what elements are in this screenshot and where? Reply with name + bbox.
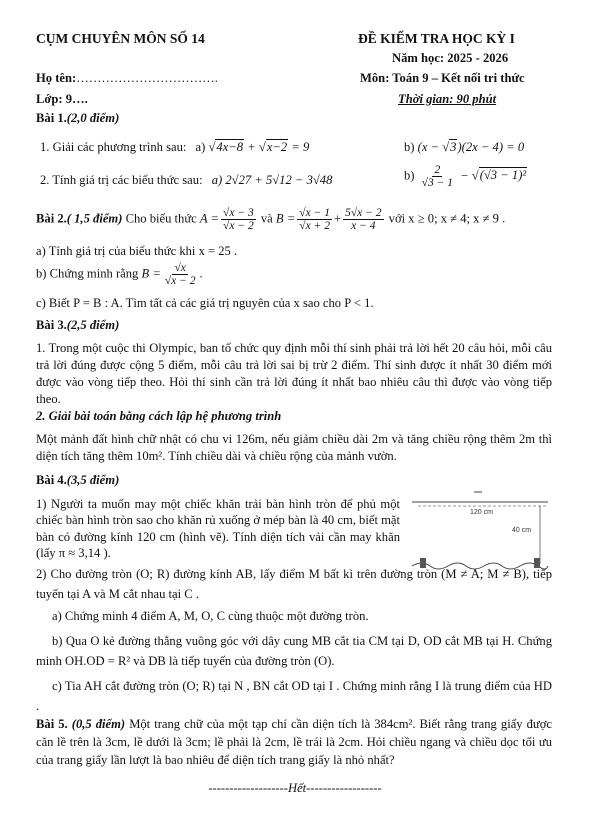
bai4-qa: a) Chứng minh 4 điểm A, M, O, C cùng thuộc một đường tròn.: [52, 609, 369, 623]
bai2-intro: Cho biểu thức: [125, 211, 197, 226]
cluster-label: CỤM CHUYÊN MÔN SỐ 14: [36, 31, 205, 46]
bai1-q2b: b) $\frac{2}{√3 - 1}$ − √(√3 − 1)²: [404, 164, 527, 190]
bai2-title: Bài 2.: [36, 211, 67, 226]
bai4-heading: [36, 472, 119, 489]
bai1-q2a-expr: a) 2√27 + 5√12 − 3√48: [211, 173, 333, 187]
exam-time: Thời gian: 90 phút: [398, 92, 497, 106]
bai5-title: Bài 5.: [36, 717, 68, 731]
bai4-qb: b) Qua O kẻ đường thẳng vuông góc với dây cung MB cắt tia CM tại D, OD cắt MB tại H. Chứng minh OH.OD = R² và DB là tiếp tuyến của đường tròn (O).: [36, 634, 552, 669]
bai4-title: Bài 4.: [36, 473, 67, 487]
bai3-part2: Một mảnh đất hình chữ nhật có chu vi 126m, nếu giảm chiều dài 2m và tăng chiều rộng thêm 2m thì diện tích tăng thêm 10m². Tính chiều dài và chiều rộng của mảnh vườn.: [36, 432, 552, 463]
bai4-qc: c) Tia AH cắt đường tròn (O; R) tại N , BN cắt OD tại I . Chứng minh rằng I là trung điểm của HD .: [36, 679, 552, 714]
expr-B: B =: [275, 211, 296, 226]
tablecloth-figure: [408, 474, 552, 578]
bai2-qb-text: b) Chứng minh rằng: [36, 266, 139, 281]
bai1-heading: [36, 110, 119, 127]
exam-title: ĐỀ KIỂM TRA HỌC KỲ I: [358, 31, 515, 46]
bai4-part2: 2) Cho đường tròn (O; R) đường kính AB, lấy điểm M bất kì trên đường tròn (M ≠ A; M ≠ B), tiếp tuyến tại A và M cắt nhau tại C .: [36, 567, 552, 602]
name-label: Họ tên:: [36, 71, 77, 85]
bai1-q1b: [404, 139, 524, 156]
bai1-q1b-expr: (x − √3)(2x − 4) = 0: [417, 140, 525, 154]
bai3-part2-title: 2. Giải bài toán bằng cách lập hệ phương trình: [36, 409, 282, 423]
expr-A: A =: [199, 211, 220, 226]
bai1-q1: [40, 139, 309, 156]
bai1-q1b-rest: (2x − 4) = 0: [461, 140, 525, 154]
bai1-title: Bài 1.: [36, 111, 67, 125]
bai2-heading: Bài 2.( 1,5 điểm) Cho biểu thức A = $\frac{√x - 3}{√x - 2}$ và B = $\frac{√x - 1}{√x + 2}$ + $\frac{5√x - 2}{x - 4}$ với x ≥ 0; x ≠ 4; x ≠ 9 .: [36, 207, 506, 233]
bai4-points: (3,5 điểm): [66, 473, 120, 487]
fig-height-label: 40 cm: [512, 527, 532, 534]
bai1-q1b-label: b): [404, 140, 415, 154]
subject: Môn: Toán 9 – Kết nối tri thức: [360, 71, 525, 85]
bai1-q2-text: 2. Tính giá trị các biểu thức sau:: [40, 173, 203, 187]
name-line: [36, 70, 218, 87]
school-year: Năm học: 2025 - 2026: [392, 51, 509, 65]
bai2-qc: c) Biết P = B : A. Tìm tất cả các giá trị nguyên của x sao cho P < 1.: [36, 296, 374, 310]
bai2-condition: với x ≥ 0; x ≠ 4; x ≠ 9 .: [388, 211, 506, 226]
bai3-points: (2,5 điểm): [66, 318, 120, 332]
bai3-heading: [36, 317, 119, 334]
bai5: [36, 716, 552, 770]
bai1-q1a-expr: √ 4x−8 + √ x−2 = 9: [209, 139, 310, 154]
bai1-q2: [40, 172, 332, 189]
bai1-q1-text: 1. Giải các phương trình sau:: [40, 140, 187, 154]
bai2-qb: b) Chứng minh rằng B = $\frac{√x}{√x - 2}$ .: [36, 262, 203, 288]
bai1-q1a-label: a): [195, 140, 206, 154]
bai2-qa: a) Tính giá trị của biểu thức khi x = 25 .: [36, 244, 238, 258]
bai3-title: Bài 3.: [36, 318, 67, 332]
bai5-points: (0,5 điểm): [71, 717, 126, 731]
bai5-text: Một trang chữ của một tạp chí cần diện tích là 384cm². Biết rằng trang giấy được căn lề trên là 3cm, lề dưới là 3cm; lề phải là 2cm, lề trái là 2cm. Hỏi chiều ngang và chiều dọc tối ưu của trang giấy lần lượt là bao nhiêu để diện tích trang giấy là nhỏ nhất?: [36, 717, 552, 767]
bai1-q2b-label: b): [404, 168, 415, 183]
bai2-and: và: [260, 211, 273, 226]
end-marker: -------------------Hết------------------: [208, 781, 382, 795]
bai2-points: ( 1,5 điểm): [66, 211, 123, 226]
bai3-part1: 1. Trong một cuộc thi Olympic, ban tổ chức quy định mỗi thí sinh phải trả lời hết 20 câu hỏi, mỗi câu trả lời đúng được cộng 5 điểm, mỗi câu trả lời sai bị trừ 2 điểm. Thí sinh được ít nhất 30 điểm mới được vào vòng tiếp theo. Hỏi thí sinh cần trả lời đúng ít nhất bao nhiêu câu thì được vào vòng tiếp theo.: [36, 341, 552, 407]
fig-width-label: 120 cm: [470, 509, 493, 516]
bai1-points: (2,0 điểm): [66, 111, 120, 125]
name-dots: …………………………….: [76, 71, 218, 85]
bai4-part1: 1) Người ta muốn may một chiếc khăn trải bàn hình tròn để phủ một chiếc bàn hình tròn sao cho khăn rủ xuống ở mép bàn là 40 cm, biết mặt bàn có đường kính 120 cm (hình vẽ). Tính diện tích vải cần may khăn (lấy π ≈ 3,14 ).: [36, 497, 400, 561]
class-label: Lớp: 9….: [36, 92, 88, 106]
